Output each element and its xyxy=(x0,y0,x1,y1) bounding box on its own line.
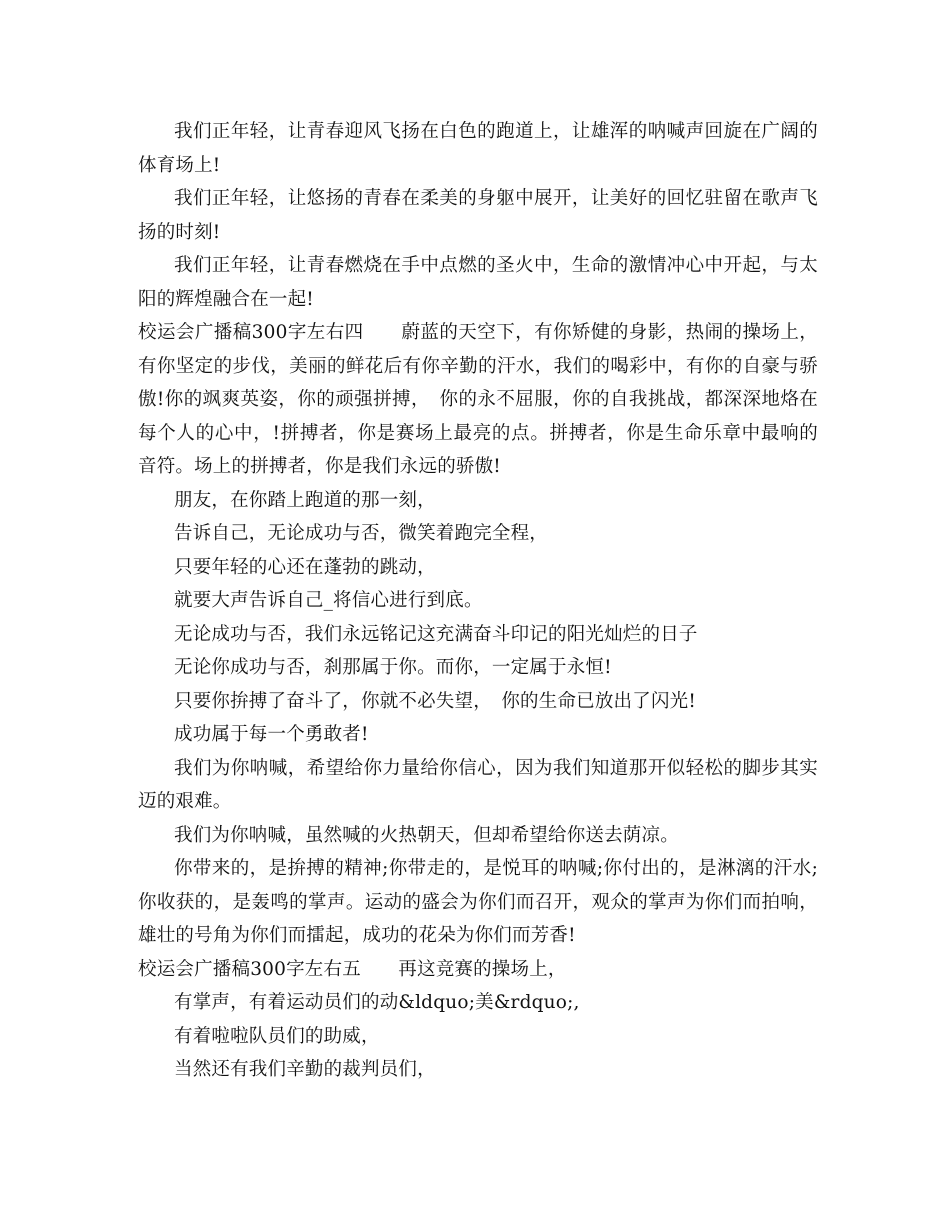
paragraph-10: 无论你成功与否，刹那属于你。而你，一定属于永恒! xyxy=(174,657,612,678)
paragraph-2: 我们正年轻，让悠扬的青春在柔美的身躯中展开，让美好的回忆驻留在歌声飞扬的时刻! xyxy=(138,188,818,243)
document-body xyxy=(138,115,818,1087)
paragraph-18: 有着啦啦队员们的助威， xyxy=(174,1025,380,1047)
paragraph-19: 当然还有我们辛勤的裁判员们， xyxy=(174,1059,436,1080)
paragraph-7: 只要年轻的心还在蓬勃的跳动， xyxy=(174,556,436,578)
paragraph-14: 我们为你呐喊，虽然喊的火热朝天，但却希望给你送去荫凉。 xyxy=(174,824,679,846)
paragraph-3: 我们正年轻，让青春燃烧在手中点燃的圣火中，生命的激情冲心中开起，与太阳的辉煌融合在一起! xyxy=(138,255,818,310)
paragraph-8: 就要大声告诉自己_将信心进行到底。 xyxy=(174,590,483,611)
paragraph-6: 告诉自己，无论成功与否，微笑着跑完全程， xyxy=(174,523,549,544)
paragraph-12: 成功属于每一个勇敢者! xyxy=(174,724,369,745)
section-heading-4: 校运会广播稿300字左右四 蔚蓝的天空下，有你矫健的身影，热闹的操场上，有你坚定的步伐，美丽的鲜花后有你辛勤的汗水，我们的喝彩中，有你的自豪与骄傲!你的飒爽英姿，你的顽强拼搏， 你的永不屈服，你的自我挑战，都深深地烙在每个人的心中，!拼搏者，你是赛场上最亮的点。拼搏者，你是生命乐章中最响的音符。场上的拼搏者，你是我们永远的骄傲! xyxy=(138,322,818,477)
paragraph-15: 你带来的，是拚搏的精神;你带走的，是悦耳的呐喊;你付出的，是淋漓的汗水;你收获的，是轰鸣的掌声。运动的盛会为你们而召开，观众的掌声为你们而拍响，雄壮的号角为你们而擂起，成功的花朵为你们而芳香! xyxy=(138,858,818,946)
section-heading-5: 校运会广播稿300字左右五 再这竞赛的操场上， xyxy=(138,958,567,980)
paragraph-17: 有掌声，有着运动员们的动&ldquo;美&rdquo;, xyxy=(174,992,580,1013)
paragraph-11: 只要你拚搏了奋斗了，你就不必失望， 你的生命已放出了闪光! xyxy=(174,690,696,712)
paragraph-5: 朋友，在你踏上跑道的那一刻， xyxy=(174,489,436,511)
paragraph-1: 我们正年轻，让青春迎风飞扬在白色的跑道上，让雄浑的呐喊声回旋在广阔的体育场上! xyxy=(138,121,818,176)
paragraph-13: 我们为你呐喊，希望给你力量给你信心，因为我们知道那开似轻松的脚步其实迈的艰难。 xyxy=(138,757,818,812)
paragraph-9: 无论成功与否，我们永远铭记这充满奋斗印记的阳光灿烂的日子 xyxy=(174,623,698,645)
